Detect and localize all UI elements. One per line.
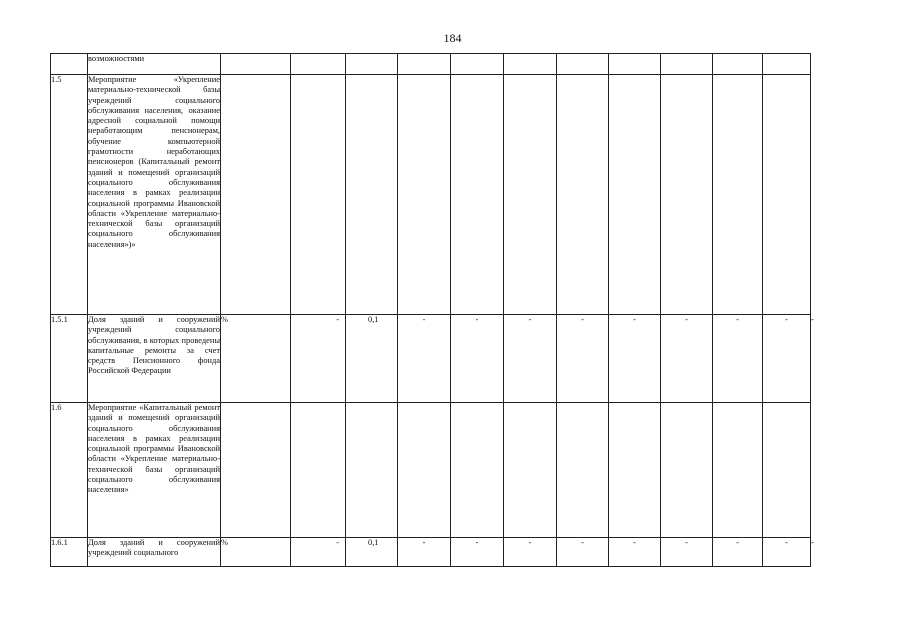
row-unit: % [221,315,291,403]
value-cell: - [451,315,504,403]
row-description: Мероприятие «Укрепление материально-технической базы учреждений социального обслуживания населения, оказание адресной социальной помощи неработающим пенсионерам, обучение компьютерной грамотности неработающих пенсионеров (Капитальный ремонт зданий и помещений организаций социального обслуживания населения в рамках реализации социальной программы Ивановской области «Укрепление материально-технической базы организаций социального обслуживания населения»)» [88,75,221,315]
value-cell: - [451,538,504,567]
value-cell: - [291,315,346,403]
value-cell [451,54,504,75]
value-cell: - [398,315,451,403]
row-unit [221,75,291,315]
table-row: 1.5.1 Доля зданий и сооружений учреждений социального обслуживания, в которых проведены капитальные ремонты за счет средств Пенсионного фонда Российской Федерации % - 0,1 - - - - - - - - - [51,315,811,403]
value-cell [398,54,451,75]
value-cell [451,75,504,315]
row-number: 1.6 [51,403,88,538]
value-cell [661,403,713,538]
page-number: 184 [443,31,462,45]
value-cell [713,75,763,315]
value-cell [763,403,811,538]
value-cell [763,75,811,315]
value-cell [713,54,763,75]
value-cell: - [713,315,763,403]
value-cell: - [504,315,557,403]
value-cell: 0,1 [346,315,398,403]
value-cell [609,75,661,315]
value-cell [398,75,451,315]
value-cell [557,403,609,538]
value-cell [451,403,504,538]
value-cell [346,75,398,315]
row-number: 1.5.1 [51,315,88,403]
row-number [51,54,88,75]
value-cell: - [609,315,661,403]
row-description: Мероприятие «Капитальный ремонт зданий и помещений организаций социального обслуживания населения в рамках реализации социальной программы Ивановской области «Укрепление материально-технической базы организаций социального обслуживания населения» [88,403,221,538]
value-cell: - [557,315,609,403]
value-cell [557,75,609,315]
row-description: Доля зданий и сооружений учреждений социального [88,538,221,567]
row-unit: % [221,538,291,567]
indicators-table [50,53,814,567]
value-cell [291,75,346,315]
row-unit [221,54,291,75]
table-row [51,75,811,315]
table-row [51,54,811,75]
value-cell [346,403,398,538]
value-cell: - [609,538,661,567]
value-cell [609,403,661,538]
row-number: 1.5 [51,75,88,315]
value-cell: - [557,538,609,567]
value-cell [504,403,557,538]
row-description: Доля зданий и сооружений учреждений социального обслуживания, в которых проведены капитальные ремонты за счет средств Пенсионного фонда Российской Федерации [88,315,221,403]
table-row [51,403,811,538]
row-number: 1.6.1 [51,538,88,567]
value-cell [398,403,451,538]
value-cell: - [291,538,346,567]
value-cell [713,403,763,538]
value-cell [504,54,557,75]
value-cell: - [763,315,811,403]
value-cell [661,75,713,315]
row-unit [221,403,291,538]
value-cell: - [763,538,811,567]
value-cell [661,54,713,75]
value-cell [763,54,811,75]
table-row: 1.6.1 Доля зданий и сооружений учреждений социального % - 0,1 - - - - - - - - - [51,538,811,567]
value-cell [609,54,661,75]
row-description: возможностями [88,54,221,75]
value-cell: - [713,538,763,567]
value-cell [346,54,398,75]
value-cell [504,75,557,315]
value-cell [557,54,609,75]
value-cell: - [504,538,557,567]
value-cell: - [661,315,713,403]
value-cell: - [661,538,713,567]
value-cell [291,54,346,75]
value-cell: - [398,538,451,567]
value-cell [291,403,346,538]
value-cell: 0,1 [346,538,398,567]
table-body [51,54,814,567]
